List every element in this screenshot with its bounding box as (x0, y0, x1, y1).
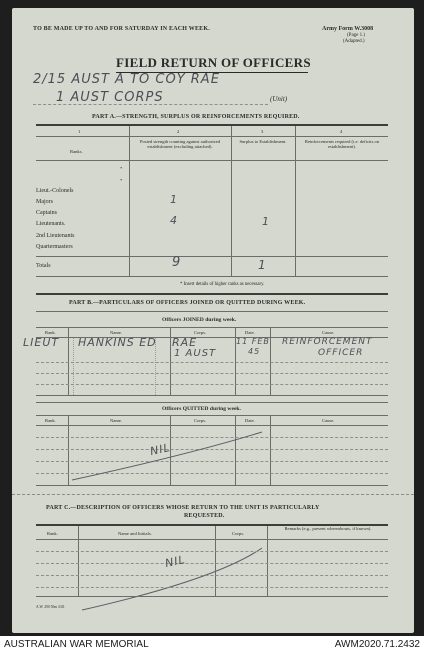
quitted-col-name: Name. (110, 418, 123, 423)
part-c-col-divider (78, 526, 79, 596)
footer-institution: AUSTRALIAN WAR MEMORIAL (4, 639, 149, 650)
page-number: (Page 1.) (347, 33, 366, 38)
unit-handwriting-line2: 1 AUST CORPS (56, 90, 164, 105)
part-c-ruled-line (36, 587, 388, 588)
totals-label: Totals (36, 263, 51, 269)
surplus-lieutenants-handwriting: 1 (262, 215, 270, 228)
part-c-heading-line1: PART C.—DESCRIPTION OF OFFICERS WHOSE RETURN TO THE UNIT IS PARTICULARLY (46, 505, 320, 511)
rank-lieut-colonels: Lieut.-Colonels (36, 188, 74, 194)
top-note: TO BE MADE UP TO AND FOR SATURDAY IN EACH WEEK. (33, 26, 210, 32)
posted-captains-handwriting: 1 (170, 193, 178, 206)
posted-lieutenants-handwriting: 4 (170, 214, 178, 227)
joined-col-cause: Cause. (322, 330, 335, 335)
total-posted-handwriting: 9 (172, 255, 182, 270)
part-c-nil-handwriting: NIL (163, 552, 187, 571)
part-a-heading: PART A.—STRENGTH, SURPLUS OR REINFORCEMENTS REQUIRED. (92, 114, 300, 120)
part-a-note: * Insert details of higher ranks as necessary. (180, 282, 265, 287)
quitted-col-cause: Cause. (322, 418, 335, 423)
joined-cause-handwriting-1: REINFORCEMENT (282, 337, 373, 347)
quitted-col-date: Date. (245, 418, 255, 423)
archive-footer (0, 636, 424, 653)
part-c-col-divider (215, 526, 216, 596)
joined-rank-handwriting: LIEUT (23, 336, 60, 349)
joined-col-rank: Rank. (45, 330, 56, 335)
col-number-1: 1 (78, 129, 81, 134)
col-number-3: 3 (261, 129, 264, 134)
footer-accession-number: AWM2020.71.2432 (334, 639, 420, 650)
army-form-number: Army Form W.3008 (322, 26, 374, 32)
unit-label: (Unit) (270, 95, 288, 103)
quitted-bottom-rule (36, 485, 388, 486)
part-c-col-corps: Corps. (232, 531, 245, 536)
part-c-col-remarks: Remarks (e.g., present whereabouts, if known). (284, 526, 372, 531)
quitted-col-rank: Rank. (45, 418, 56, 423)
col-number-2: 2 (177, 129, 180, 134)
adapted-note: (Adapted.) (343, 39, 365, 44)
joined-name-handwriting: HANKINS ED (78, 336, 157, 349)
joined-col-name: Name. (110, 330, 123, 335)
col-header-posted: Posted strength counting against authorized establishment (excluding attached). (139, 139, 221, 149)
part-c-col-header-rule (36, 539, 388, 540)
quitted-col-corps: Corps. (194, 418, 207, 423)
part-c-bottom-rule (36, 596, 388, 597)
col-header-ranks: Ranks. (70, 149, 83, 154)
joined-date-handwriting-2: 45 (248, 347, 261, 356)
rank-quartermasters: Quartermasters (36, 244, 73, 250)
asterisk-mark: * (120, 166, 123, 171)
rank-lieutenants: Lieutenants. (36, 221, 66, 227)
form-title: FIELD RETURN OF OFFICERS (116, 55, 311, 70)
part-b-heading: PART B.—PARTICULARS OF OFFICERS JOINED OR QUITTED DURING WEEK. (69, 300, 306, 306)
joined-corps-handwriting-2: 1 AUST (174, 348, 217, 359)
col-number-4: 4 (340, 129, 343, 134)
part-c-ruled-line (36, 563, 388, 564)
total-surplus-handwriting: 1 (258, 258, 267, 272)
col-header-reinforcements: Reinforcements required (i.e. deficits on establishment). (304, 139, 380, 149)
joined-corps-handwriting-1: RAE (172, 336, 198, 349)
col-header-surplus: Surplus to Establishment. (239, 139, 287, 144)
rank-captains: Captains (36, 210, 57, 216)
part-c-col-rank: Rank. (47, 531, 58, 536)
quitted-heading: Officers QUITTED during week. (162, 406, 241, 412)
part-c-heading-line2: REQUESTED. (184, 513, 225, 519)
joined-col-corps: Corps. (194, 330, 207, 335)
part-c-col-divider (267, 526, 268, 596)
joined-heading: Officers JOINED during week. (162, 317, 237, 323)
joined-cause-handwriting-2: OFFICER (318, 348, 364, 358)
quitted-nil-handwriting: NIL (148, 440, 172, 459)
unit-handwriting-line1: 2/15 AUST A TO COY RAE (33, 72, 220, 87)
part-c-col-name: Name and Initials. (118, 531, 152, 536)
perforation-line (12, 494, 414, 495)
joined-date-handwriting-1: 11 FEB (236, 337, 270, 346)
print-code: A.W. 290 50m 3/43 (36, 605, 65, 609)
part-c-ruled-line (36, 551, 388, 552)
part-c-ruled-line (36, 575, 388, 576)
rank-2nd-lieutenants: 2nd Lieutenants (36, 233, 75, 239)
joined-col-date: Date. (245, 330, 255, 335)
asterisk-mark: * (120, 178, 123, 183)
rank-majors: Majors (36, 199, 53, 205)
